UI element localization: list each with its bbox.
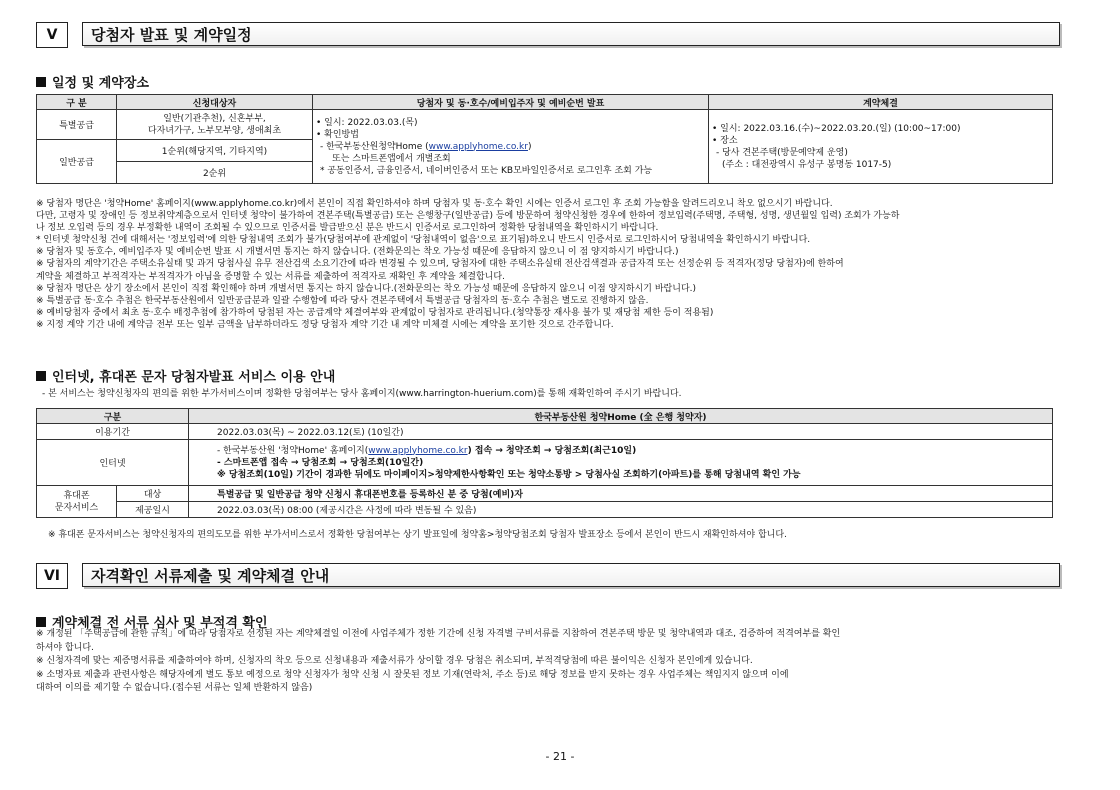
applyhome-link[interactable]: www.applyhome.co.kr <box>428 141 528 152</box>
special-supply-targets: 일반(기관추천), 신혼부부, 다자녀가구, 노부모부양, 생애최초 <box>117 110 313 140</box>
period-value: 2022.03.03(목) ~ 2022.03.12(토) (10일간) <box>189 424 1053 440</box>
header-category: 구 분 <box>37 95 117 110</box>
time-value: 2022.03.03(목) 08:00 (제공시간은 사정에 따라 변동될 수 있음) <box>189 502 1053 518</box>
square-bullet-icon <box>36 77 46 87</box>
header-contract: 계약체결 <box>709 95 1053 110</box>
announce-cell: • 일시: 2022.03.03.(목) • 확인방법 - 한국부동산원청약Home (www.applyhome.co.kr) 또는 스마트폰앱에서 개별조회 * 공동인증서, 금융인증서, 네이버인증서 또는 KB모바일인증서로 로그인후 조회 가능 <box>313 110 709 184</box>
period-label: 이용기간 <box>37 424 189 440</box>
note-line: ※ 당첨자의 계약기간은 주택소유실태 및 과거 당첨사실 유무 전산검색 소요기간에 따라 변경될 수 있으며, 당첨자에 대한 주택소유실태 전산검색결과 공급자격 또는 선정순위 등 적격자(정당 당첨자)에 한하여 <box>36 259 844 270</box>
schedule-notes <box>36 198 899 331</box>
note-line: ※ 신청자격에 맞는 제증명서류를 제출하여야 하며, 신청자의 착오 등으로 신청내용과 제출서류가 상이할 경우 당첨은 취소되며, 부적격당첨에 따른 불이익은 신청자 본인에게 있습니다. <box>36 656 753 666</box>
applyhome-link[interactable]: www.applyhome.co.kr <box>368 445 468 456</box>
section-title: 당첨자 발표 및 계약일정 <box>82 22 1060 46</box>
target-value: 특별공급 및 일반공급 청약 신청시 휴대폰번호를 등록하신 분 중 당첨(예비)자 <box>189 486 1053 502</box>
internet-value: - 한국부동산원 '청약Home' 홈페이지(www.applyhome.co.kr) 접속 → 청약조회 → 당첨조회(최근10일) - 스마트폰앱 접속 → 당첨조회 → 당첨조회(10일간) ※ 당첨조회(10일) 기간이 경과한 뒤에도 마이페이지>청약제한사항확인 또는 청약소통방 > 당첨사실 조회하기(아파트)를 통해 당첨내역 확인 가능 <box>189 440 1053 486</box>
note-line: * 인터넷 청약신청 건에 대해서는 '정보입력'에 의한 당첨내역 조회가 불가(당첨여부에 관계없이 '당첨내역이 없음'으로 표기됨)하오니 반드시 인증서로 로그인하시어 당첨내역을 확인하시기 바랍니다. <box>36 235 811 246</box>
section-5-header <box>36 22 1060 48</box>
note-line: ※ 당첨자 명단은 상기 장소에서 본인이 직접 확인해야 하며 개별서면 통지는 하지 않습니다.(전화문의는 착오 가능성 때문에 응답하지 않으니 이점 양지하시기 바랍니다.) <box>36 283 697 294</box>
review-heading: 계약체결 전 서류 심사 및 부적격 확인 <box>36 612 268 631</box>
sms-heading: 인터넷, 휴대폰 문자 당첨자발표 서비스 이용 안내 <box>36 366 335 385</box>
phone-sms-label: 휴대폰 문자서비스 <box>37 486 117 518</box>
note-line: 계약을 체결하고 부적격자는 부적격자가 아님을 증명할 수 있는 서류를 제출하여 적격자로 재확인 후 계약을 체결합니다. <box>36 271 505 282</box>
note-line: 다만, 고령자 및 장애인 등 정보취약계층으로서 인터넷 청약이 불가하여 견본주택(특별공급) 또는 은행창구(일반공급) 등에 방문하여 청약신청한 경우에 한하여 정보입력(주택명, 주택형, 성명, 생년월일 입력) 조회가 가능하 <box>36 211 900 222</box>
note-line: ※ 지정 계약 기간 내에 계약금 전부 또는 일부 금액을 납부하더라도 정당 당첨자 계약 기간 내 계약 미체결 시에는 계약을 포기한 것으로 간주합니다. <box>36 319 614 330</box>
header-target: 신청대상자 <box>117 95 313 110</box>
note-line: ※ 당첨자 및 동호수, 예비입주자 및 예비순번 발표 시 개별서면 통지는 하지 않습니다. (전화문의는 착오 가능성 때문에 응답하지 않으니 이 점 양지하시기 바랍니다.) <box>36 247 679 258</box>
sms-table <box>36 408 1053 518</box>
schedule-table <box>36 94 1053 184</box>
square-bullet-icon <box>36 617 46 627</box>
note-line: ※ 소명자료 제출과 관련사항은 해당자에게 별도 통보 예정으로 청약 신청자가 청약 신청 시 잘못된 정보 기재(연락처, 주소 등)로 해당 정보를 받지 못하는 경우 사업주체는 책임지지 않으며 이에 <box>36 669 789 680</box>
general-rank2: 2순위 <box>117 162 313 184</box>
note-line: 나 정보 오입력 등의 경우 부정확한 내역이 조회될 수 있으므로 인증서를 발급받으신 분은 반드시 인증서로 로그인하여 정확한 당첨내역을 확인하시기 바랍니다. <box>36 223 659 234</box>
section-number: V <box>36 22 68 48</box>
sms-note: ※ 휴대폰 문자서비스는 청약신청자의 편의도모를 위한 부가서비스로서 정확한 당첨여부는 상기 발표일에 청약홈>청약당첨조회 당첨자 발표장소 등에서 본인이 반드시 재확인하셔야 합니다. <box>48 530 787 540</box>
sms-header-provider: 한국부동산원 청약Home (全 은행 청약자) <box>189 409 1053 424</box>
section-number: VI <box>36 563 68 589</box>
time-label: 제공일시 <box>117 502 189 518</box>
note-line: 대하여 이의를 제기할 수 없습니다.(접수된 서류는 일체 반환하지 않음) <box>36 683 313 693</box>
page-number: - 21 - <box>545 750 575 763</box>
sms-intro: - 본 서비스는 청약신청자의 편의를 위한 부가서비스이며 정확한 당첨여부는 당사 홈페이지(www.harrington-huerium.com)를 통해 재확인하여 주시기 바랍니다. <box>42 389 682 399</box>
note-line: ※ 특별공급 동·호수 추첨은 한국부동산원에서 일반공급분과 일괄 수행함에 따라 당사 견본주택에서 특별공급 당첨자의 동·호수 추첨은 별도로 진행하지 않음. <box>36 295 649 306</box>
schedule-heading: 일정 및 계약장소 <box>36 72 149 91</box>
note-line: ※ 개정된 「주택공급에 관한 규칙」에 따라 당첨자로 선정된 자는 계약체결일 이전에 사업주체가 정한 기간에 신청 자격별 구비서류를 지참하여 견본주택 방문 및 청약내역과 대조, 검증하여 적격여부를 확인 <box>36 629 841 639</box>
note-line: 하셔야 합니다. <box>36 642 94 653</box>
special-supply-label: 특별공급 <box>37 110 117 140</box>
header-announce: 당첨자 및 동·호수/예비입주자 및 예비순번 발표 <box>313 95 709 110</box>
section-6-header <box>36 563 1060 589</box>
section-title: 자격확인 서류제출 및 계약체결 안내 <box>82 563 1060 587</box>
contract-cell: • 일시: 2022.03.16.(수)~2022.03.20.(일) (10:00~17:00) • 장소 - 당사 견본주택(방문예약제 운영) (주소 : 대전광역시 유성구 봉명동 1017-5) <box>709 110 1053 184</box>
general-rank1: 1순위(해당지역, 기타지역) <box>117 140 313 162</box>
square-bullet-icon <box>36 371 46 381</box>
note-line: ※ 당첨자 명단은 '청약Home' 홈페이지(www.applyhome.co.kr)에서 본인이 직접 확인하셔야 하며 당첨자 및 동·호수 확인 시에는 인증서 로그인 후 조회 가능함을 알려드리오니 착오 없으시기 바랍니다. <box>36 199 833 209</box>
internet-label: 인터넷 <box>37 440 189 486</box>
general-supply-label: 일반공급 <box>37 140 117 184</box>
note-line: ※ 예비당첨자 중에서 최초 동·호수 배정추첨에 참가하여 당첨된 자는 공급계약 체결여부와 관계없이 당첨자로 관리됩니다.(청약통장 재사용 불가 및 재당첨 제한 등이 적용됨) <box>36 307 714 318</box>
target-label: 대상 <box>117 486 189 502</box>
sms-header-category: 구분 <box>37 409 189 424</box>
review-notes <box>36 628 840 696</box>
